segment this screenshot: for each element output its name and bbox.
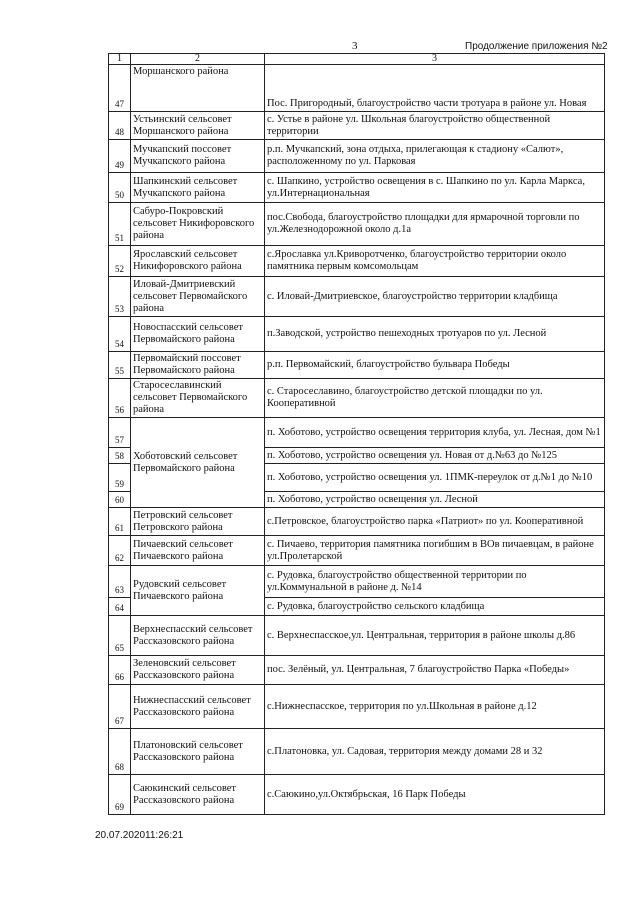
table-row (109, 246, 605, 277)
municipality-cell: Первомайский поссовет Первомайского района (131, 352, 265, 379)
description-cell: с. Рудовка, благоустройство сельского кладбища (265, 598, 605, 616)
description-cell: с.Платоновка, ул. Садовая, территория между домами 28 и 32 (265, 729, 605, 775)
description-cell: п.Заводской, устройство пешеходных тротуаров по ул. Лесной (265, 317, 605, 352)
table-row (109, 536, 605, 566)
municipality-cell: Сабуро-Покровский сельсовет Никифоровского района (131, 203, 265, 246)
row-number: 64 (109, 598, 131, 616)
description-cell: с.Саюкино,ул.Октябрьская, 16 Парк Победы (265, 775, 605, 815)
description-cell: пос.Свобода, благоустройство площадки для ярмарочной торговли по ул.Железнодорожной около д.1а (265, 203, 605, 246)
municipality-cell: Моршанского района (131, 65, 265, 112)
table-row (109, 352, 605, 379)
row-number: 51 (109, 203, 131, 246)
print-timestamp: 20.07.202011:26:21 (95, 830, 184, 841)
description-cell: с. Пичаево, территория памятника погибшим в ВОв пичаевцам, в районе ул.Пролетарской (265, 536, 605, 566)
row-number: 69 (109, 775, 131, 815)
municipality-cell: Саюкинский сельсовет Рассказовского района (131, 775, 265, 815)
description-cell: с. Шапкино, устройство освещения в с. Шапкино по ул. Карла Маркса, ул.Интернациональная (265, 173, 605, 203)
row-number: 59 (109, 464, 131, 492)
table-row (109, 775, 605, 815)
description-cell: п. Хоботово, устройство освещения ул. Новая от д.№63 до №125 (265, 448, 605, 464)
row-number: 65 (109, 616, 131, 656)
row-number: 49 (109, 140, 131, 173)
description-cell: с. Устье в районе ул. Школьная благоустройство общественной территории (265, 112, 605, 140)
description-cell: п. Хоботово, устройство освещения ул. 1ПМК-переулок от д.№1 до №10 (265, 464, 605, 492)
description-cell: с. Верхнеспасское,ул. Центральная, территория в районе школы д.86 (265, 616, 605, 656)
row-number: 55 (109, 352, 131, 379)
table-row (109, 173, 605, 203)
description-cell: с. Иловай-Дмитриевское, благоустройство территории кладбища (265, 277, 605, 317)
column-header: 2 (131, 54, 265, 65)
municipality-cell: Старосеславинский сельсовет Первомайского района (131, 379, 265, 418)
row-number: 66 (109, 656, 131, 685)
row-number: 61 (109, 508, 131, 536)
description-cell: с.Нижнеспасское, территория по ул.Школьная в районе д.12 (265, 685, 605, 729)
row-number: 47 (109, 65, 131, 112)
table-row (109, 65, 605, 112)
table-row (109, 317, 605, 352)
description-cell: п. Хоботово, устройство освещения ул. Лесной (265, 492, 605, 508)
row-number: 58 (109, 448, 131, 464)
municipality-cell: Шапкинский сельсовет Мучкапского района (131, 173, 265, 203)
row-number: 68 (109, 729, 131, 775)
row-number: 56 (109, 379, 131, 418)
description-cell: с.Петровское, благоустройство парка «Патриот» по ул. Кооперативной (265, 508, 605, 536)
municipality-cell: Иловай-Дмитриевский сельсовет Первомайского района (131, 277, 265, 317)
description-cell: п. Хоботово, устройство освещения территория клуба, ул. Лесная, дом №1 (265, 418, 605, 448)
table-header-row (109, 54, 605, 65)
appendix-note: Продолжение приложения №2 (465, 41, 608, 52)
table-row (109, 508, 605, 536)
table-row (109, 112, 605, 140)
column-header: 3 (265, 54, 605, 65)
municipality-cell: Пичаевский сельсовет Пичаевского района (131, 536, 265, 566)
table-row (109, 616, 605, 656)
table-row (109, 566, 605, 598)
table-row (109, 685, 605, 729)
description-cell: р.п. Первомайский, благоустройство бульвара Победы (265, 352, 605, 379)
municipality-cell: Рудовский сельсовет Пичаевского района (131, 566, 265, 616)
row-number: 60 (109, 492, 131, 508)
row-number: 57 (109, 418, 131, 448)
municipality-cell: Ярославский сельсовет Никифоровского района (131, 246, 265, 277)
table-row (109, 729, 605, 775)
row-number: 54 (109, 317, 131, 352)
municipality-cell: Верхнеспасский сельсовет Рассказовского района (131, 616, 265, 656)
description-cell: с. Старосеславино, благоустройство детской площадки по ул. Кооперативной (265, 379, 605, 418)
municipality-cell: Нижнеспасский сельсовет Рассказовского района (131, 685, 265, 729)
table-row (109, 418, 605, 448)
row-number: 52 (109, 246, 131, 277)
description-cell: с. Рудовка, благоустройство общественной территории по ул.Коммунальной в районе д. №14 (265, 566, 605, 598)
table-row (109, 656, 605, 685)
row-number: 62 (109, 536, 131, 566)
description-cell: с.Ярославка ул.Криворотченко, благоустройство территории около памятника первым комсомольцам (265, 246, 605, 277)
row-number: 67 (109, 685, 131, 729)
row-number: 50 (109, 173, 131, 203)
table-row (109, 203, 605, 246)
page-number: 3 (352, 40, 358, 52)
row-number: 53 (109, 277, 131, 317)
table-row (109, 277, 605, 317)
table-row (109, 379, 605, 418)
municipality-cell: Мучкапский поссовет Мучкапского района (131, 140, 265, 173)
row-number: 48 (109, 112, 131, 140)
municipality-cell: Зеленовский сельсовет Рассказовского района (131, 656, 265, 685)
table-row (109, 140, 605, 173)
municipality-cell: Петровский сельсовет Петровского района (131, 508, 265, 536)
municipality-cell: Устьинский сельсовет Моршанского района (131, 112, 265, 140)
objects-table (108, 53, 605, 815)
municipality-cell: Хоботовский сельсовет Первомайского района (131, 418, 265, 508)
description-cell: р.п. Мучкапский, зона отдыха, прилегающая к стадиону «Салют», расположенному по ул. Парковая (265, 140, 605, 173)
description-cell: Пос. Пригородный, благоустройство части тротуара в районе ул. Новая (265, 65, 605, 112)
description-cell: пос. Зелёный, ул. Центральная, 7 благоустройство Парка «Победы» (265, 656, 605, 685)
municipality-cell: Платоновский сельсовет Рассказовского района (131, 729, 265, 775)
column-header: 1 (109, 54, 131, 65)
row-number: 63 (109, 566, 131, 598)
municipality-cell: Новоспасский сельсовет Первомайского района (131, 317, 265, 352)
